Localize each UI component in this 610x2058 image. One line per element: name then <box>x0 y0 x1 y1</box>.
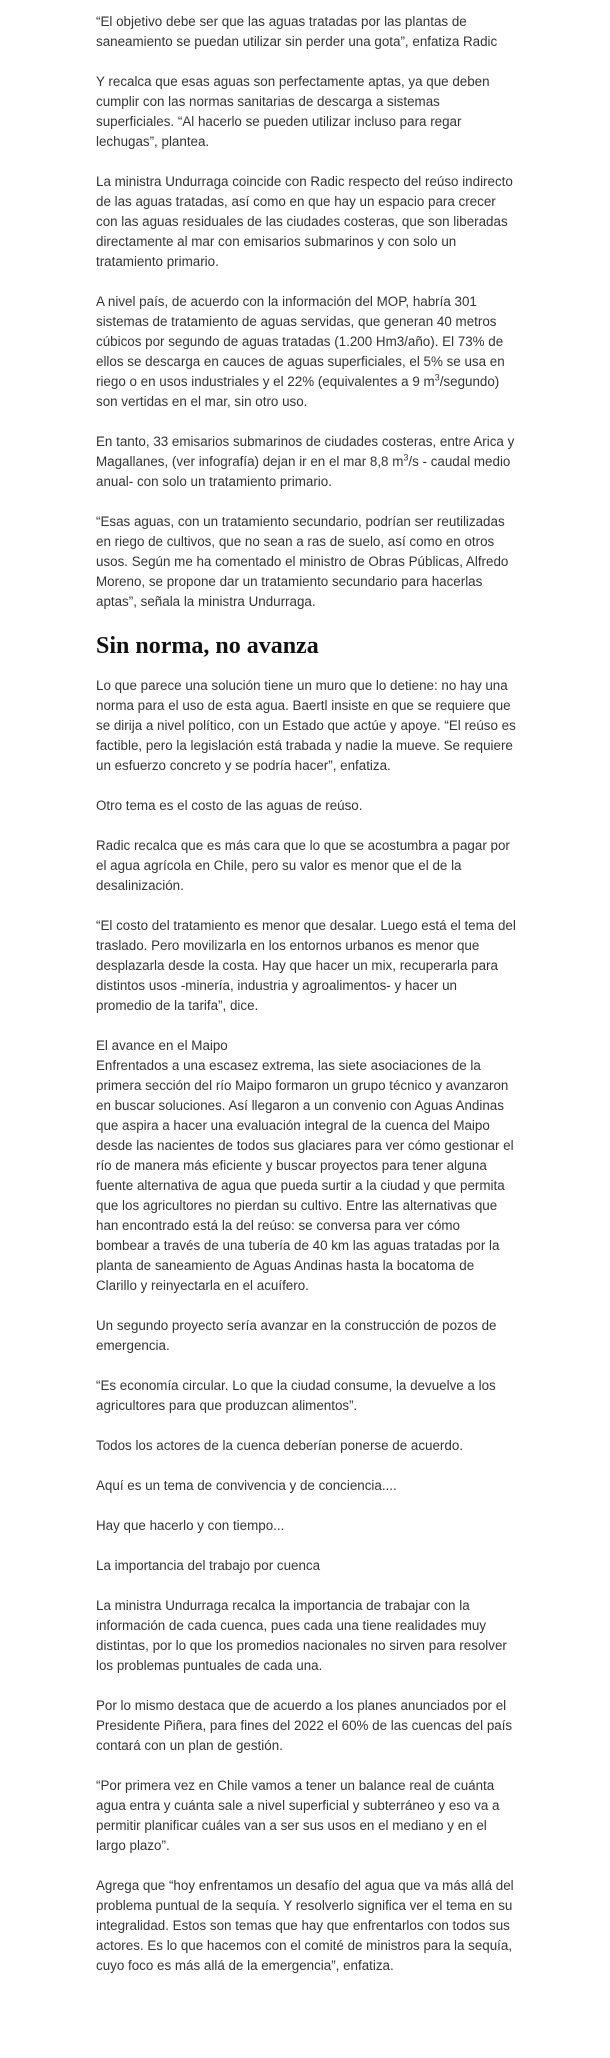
section-heading: Sin norma, no avanza <box>96 633 319 659</box>
paragraph: La ministra Undurraga recalca la importancia de trabajar con la información de cada cuenca, pues cada una tiene realidades muy distintas, por lo que los promedios nacionales no sirven para resolver los problemas puntuales de cada una. <box>96 1598 507 1673</box>
paragraph: Otro tema es el costo de las aguas de reúso. <box>96 798 363 813</box>
superscript: 3 <box>434 372 440 383</box>
paragraph: “Por primera vez en Chile vamos a tener un balance real de cuánta agua entra y cuánta sale a nivel superficial y subterráneo y eso va a permitir planificar cuáles van a ser sus usos en el mediano y en el largo plazo”. <box>96 1778 500 1853</box>
paragraph: Por lo mismo destaca que de acuerdo a los planes anunciados por el Presidente Piñera, para fines del 2022 el 60% de las cuencas del país contará con un plan de gestión. <box>96 1698 513 1753</box>
paragraph: Y recalca que esas aguas son perfectamente aptas, ya que deben cumplir con las normas sanitarias de descarga a sistemas superficiales. “Al hacerlo se pueden utilizar incluso para regar lechugas”, plantea. <box>96 74 490 149</box>
subheading-maipo: El avance en el Maipo <box>96 1038 228 1053</box>
paragraph: “Esas aguas, con un tratamiento secundario, podrían ser reutilizadas en riego de cultivos, que no sean a ras de suelo, así como en otros usos. Según me ha comentado el ministro de Obras Públicas, Alfredo Moreno, se propone dar un tratamiento secundario para hacerlas aptas”, señala la ministra Undurraga. <box>96 514 509 609</box>
paragraph: Agrega que “hoy enfrentamos un desafío del agua que va más allá del problema puntual de la sequía. Y resolverlo significa ver el tema en su integralidad. Estos son temas que hay que enfrentarlos con todos sus actores. Es lo que hacemos con el comité de ministros para la sequía, cuyo foco es más allá de la emergencia”, enfatiza. <box>96 1878 514 1973</box>
article-body <box>96 0 516 1976</box>
paragraph-text: A nivel país, de acuerdo con la información del MOP, habría 301 sistemas de tratamiento de aguas servidas, que generan 40 metros cúbicos por segundo de aguas tratadas (1.200 Hm3/año). El 73% de ellos se descarga en cauces de aguas superficiales, el 5% se usa en riego o en usos industriales y el 22% (equivalentes a 9 m <box>96 294 505 389</box>
paragraph: “El costo del tratamiento es menor que desalar. Luego está el tema del traslado. Pero movilizarla en los entornos urbanos es menor que desplazarla desde la costa. Hay que hacer un mix, recuperarla para distintos usos -minería, industria y agroalimentos- y hacer un promedio de la tarifa”, dice. <box>96 918 516 1013</box>
paragraph: “El objetivo debe ser que las aguas tratadas por las plantas de saneamiento se puedan utilizar sin perder una gota”, enfatiza Radic <box>96 14 498 49</box>
superscript: 3 <box>403 452 409 463</box>
paragraph-text: /segundo) son vertidas en el mar, sin otro uso. <box>96 374 500 409</box>
paragraph: Aquí es un tema de convivencia y de conciencia.... <box>96 1478 397 1493</box>
subheading-cuenca: La importancia del trabajo por cuenca <box>96 1558 321 1573</box>
paragraph-text: /s - caudal medio anual- con solo un tratamiento primario. <box>96 454 511 489</box>
paragraph-emisarios <box>96 432 516 492</box>
paragraph: Enfrentados a una escasez extrema, las siete asociaciones de la primera sección del río Maipo formaron un grupo técnico y avanzaron en buscar soluciones. Así llegaron a un convenio con Aguas Andinas que aspira a hacer una evaluación integral de la cuenca del Maipo desde las nacientes de todos sus glaciares para ver cómo gestionar el río de manera más eficiente y buscar proyectos para tener alguna fuente alternativa de agua que pueda surtir a la ciudad y que permita que los agricultores no pierdan su cultivo. Entre las alternativas que han encontrado está la del reúso: se conversa para ver cómo bombear a través de una tubería de 40 km las aguas tratadas por la planta de saneamiento de Aguas Andinas hasta la bocatoma de Clarillo y reinyectarla en el acuífero. <box>96 1058 514 1293</box>
paragraph: Lo que parece una solución tiene un muro que lo detiene: no hay una norma para el uso de esta agua. Baertl insiste en que se requiere que se dirija a nivel político, con un Estado que actúe y apoye. “El reúso es factible, pero la legislación está trabada y nadie la mueve. Se requiere un esfuerzo concreto y se podría hacer”, enfatiza. <box>96 678 516 773</box>
paragraph: Todos los actores de la cuenca deberían ponerse de acuerdo. <box>96 1438 463 1453</box>
paragraph: “Es economía circular. Lo que la ciudad consume, la devuelve a los agricultores para que produzcan alimentos”. <box>96 1378 496 1413</box>
paragraph: Un segundo proyecto sería avanzar en la construcción de pozos de emergencia. <box>96 1318 497 1353</box>
paragraph-text: En tanto, 33 emisarios submarinos de ciudades costeras, entre Arica y Magallanes, (ver infografía) dejan ir en el mar 8,8 m <box>96 434 515 469</box>
paragraph-statistics <box>96 292 516 412</box>
paragraph: Radic recalca que es más cara que lo que se acostumbra a pagar por el agua agrícola en Chile, pero su valor es menor que el de la desalinización. <box>96 838 510 893</box>
paragraph: Hay que hacerlo y con tiempo... <box>96 1518 285 1533</box>
paragraph: La ministra Undurraga coincide con Radic respecto del reúso indirecto de las aguas tratadas, así como en que hay un espacio para crecer con las aguas residuales de las ciudades costeras, que son liberadas directamente al mar con emisarios submarinos y con solo un tratamiento primario. <box>96 174 513 269</box>
